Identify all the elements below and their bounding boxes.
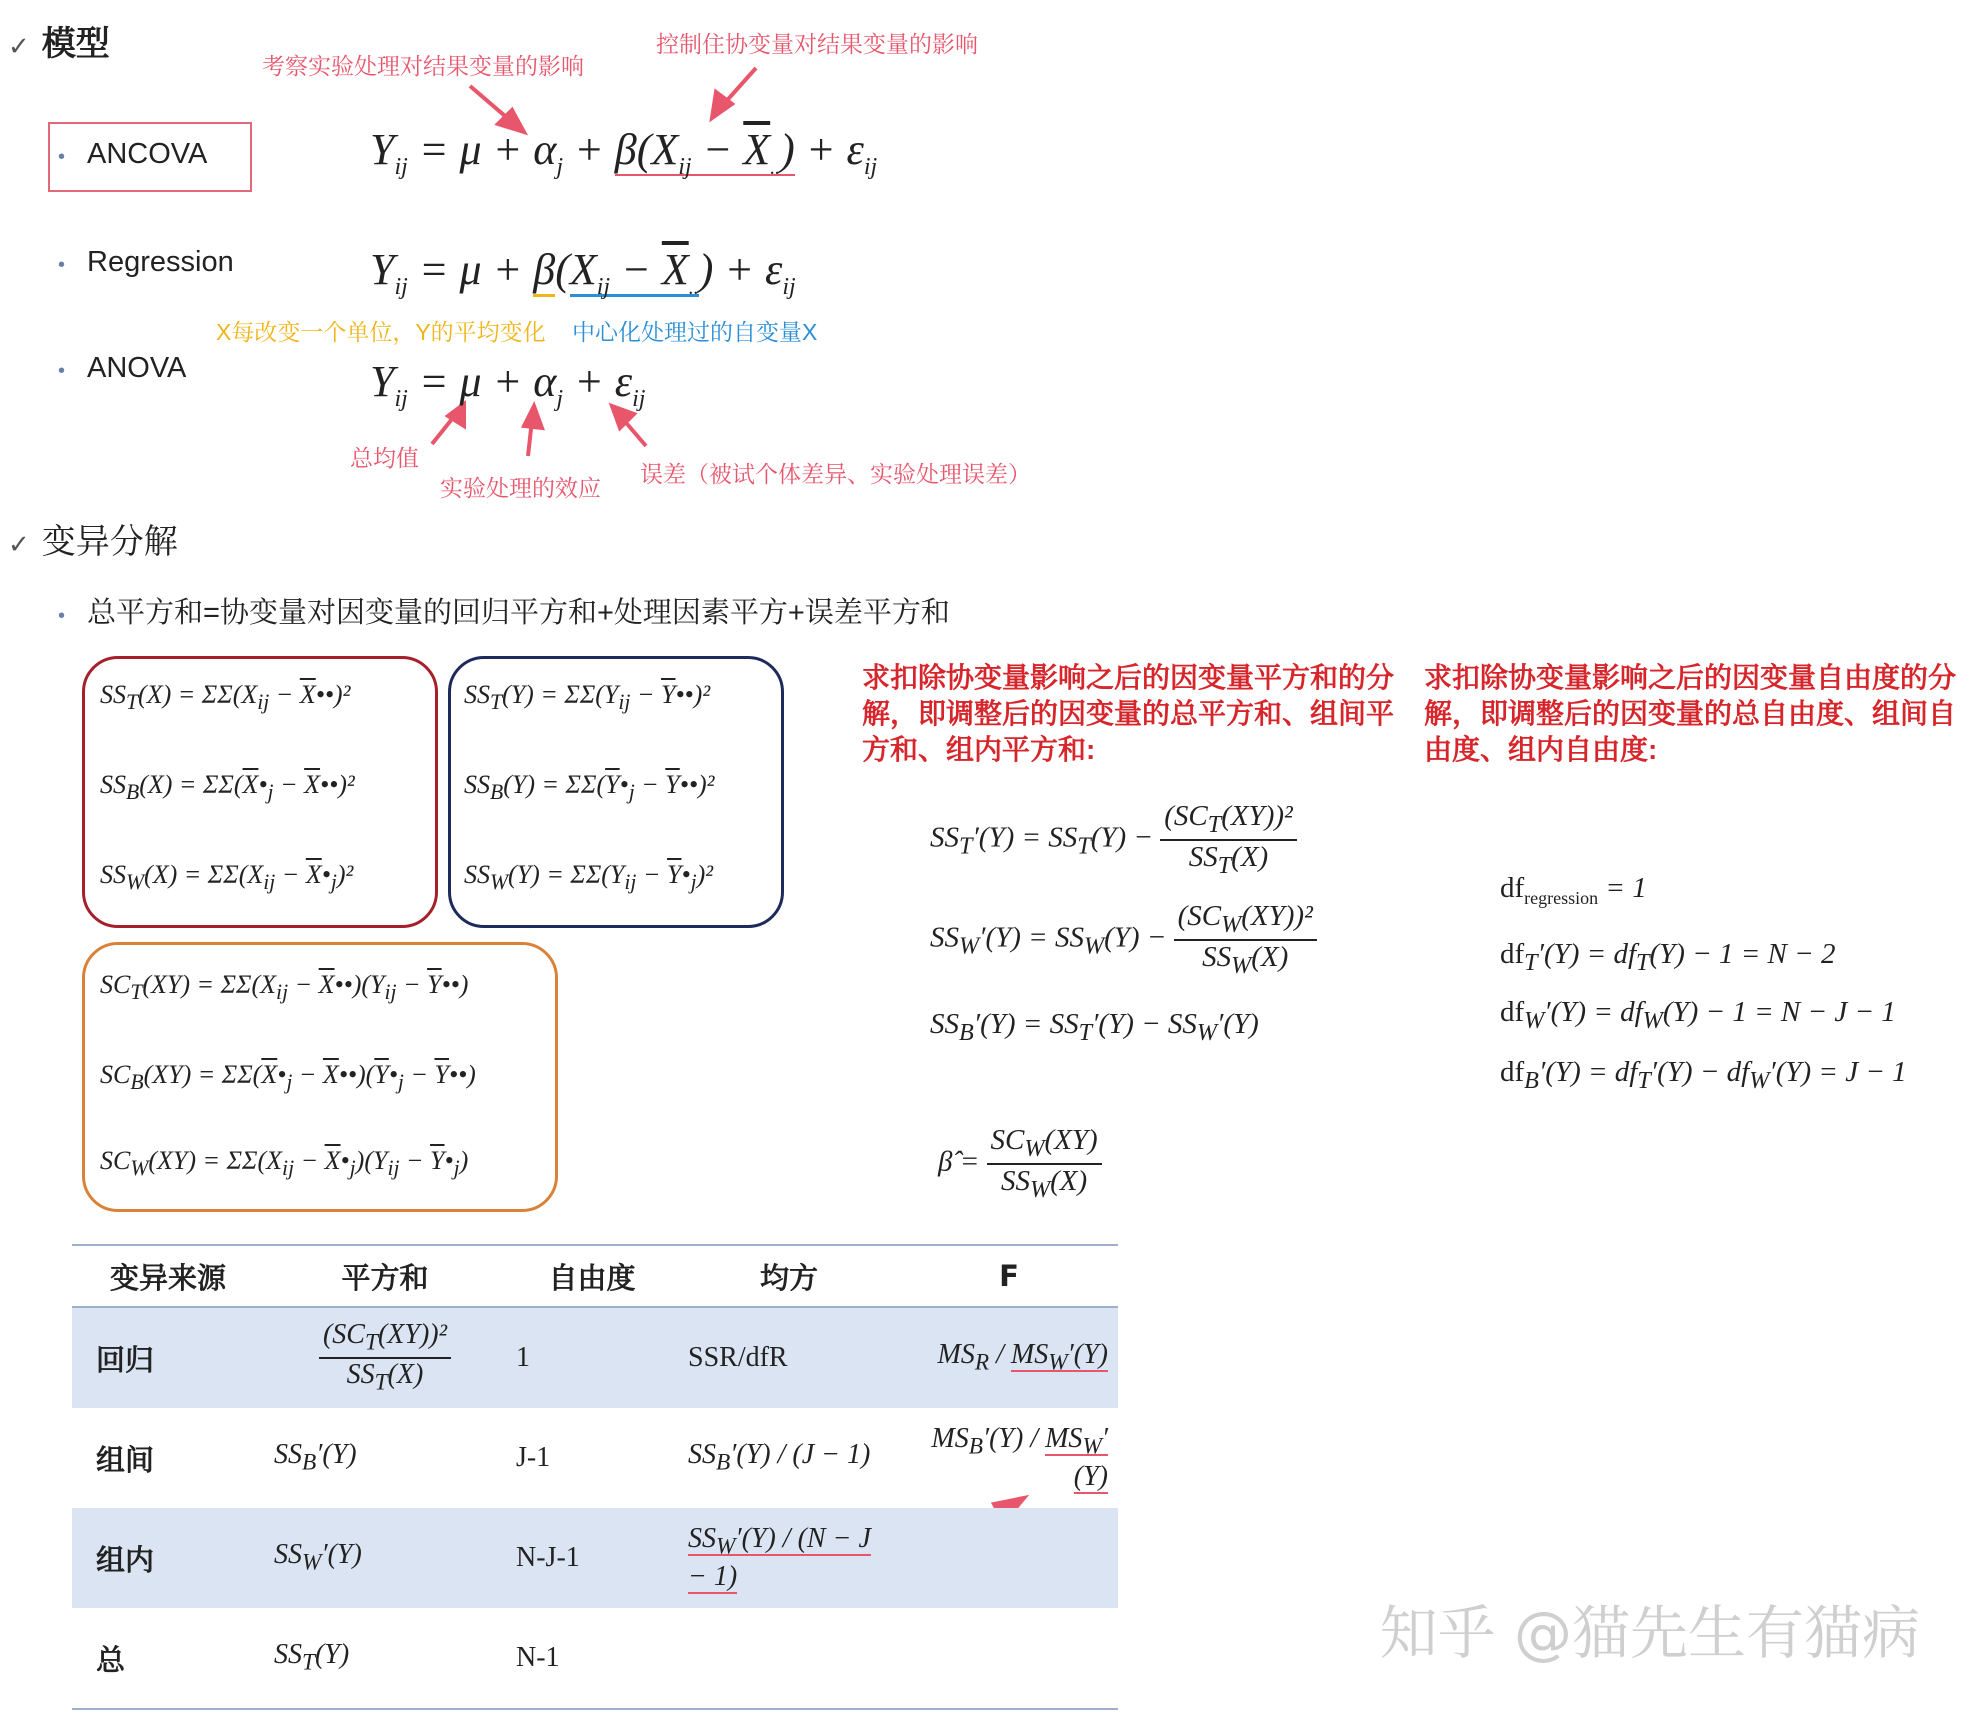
col-ss: 平方和: [264, 1245, 506, 1307]
beta-hat: β̂ = $\frac{SC_W(XY)}{SS_W(X)}$: [938, 1124, 1102, 1204]
ss-w-x: $SS_W(X) = \Sigma\Sigma(X_{ij}$ − $\overline{X}•_j)^2$: [100, 860, 354, 895]
annotation-covariate-control: 控制住协变量对结果变量的影响: [656, 31, 978, 57]
row-source: 回归: [72, 1307, 264, 1408]
annotation-grand-mean: 总均值: [350, 445, 419, 471]
ss-t-y: $SS_T(Y) = \Sigma\Sigma(Y_{ij}$ − $\overline{Y}••)^2$: [464, 680, 711, 715]
df-total-adj: $df_T'(Y) = df_T(Y) - 1 = N - 2$: [1500, 938, 1836, 976]
ss-b-y: $SS_B(Y)$ = $\Sigma\Sigma(\overline{Y}•_j$ − $\overline{Y}••)^2$: [464, 770, 715, 805]
row-ms: $SS_B'(Y) / (J - 1)$: [688, 1439, 871, 1476]
annotation-treatment-effect: 考察实验处理对结果变量的影响: [262, 53, 584, 79]
bullet-icon: •: [58, 360, 66, 382]
col-df: 自由度: [506, 1245, 678, 1307]
row-ss-within: $SS_W'(Y)$: [264, 1508, 506, 1608]
ss-adjustment-note: 求扣除协变量影响之后的因变量平方和的分解，即调整后的因变量的总平方和、组间平方和、组内平方和:: [862, 662, 1395, 765]
bullet-icon: •: [58, 605, 66, 627]
ancova-formula: $Y_{ij} = \mu + \alpha_j + \beta(X_{ij} - \overline{X}_{..}) + \varepsilon_{ij}$: [370, 125, 878, 180]
ss-w-y: $SS_W(Y) = \Sigma\Sigma(Y_{ij}$ − $\overline{Y}•_j)^2$: [464, 860, 714, 895]
row-ms: $SS_W'(Y) / (N - J - 1)$: [678, 1508, 900, 1608]
ancova-table: [72, 1244, 1118, 1710]
anova-label: ANOVA: [87, 352, 187, 384]
bullet-icon: •: [58, 254, 66, 276]
sc-w-xy: $SC_W(XY) = \Sigma\Sigma(X_{ij}$ − $\overline{X}•_j)(Y_{ij}$ − $\overline{Y}•_j$): [100, 1146, 469, 1181]
annotation-slope: X每改变一个单位，Y的平均变化: [216, 319, 546, 345]
model-heading: ✓ 模型: [8, 25, 110, 63]
row-f: [900, 1608, 1118, 1709]
row-ss-between: $SS_B'(Y)$: [274, 1439, 357, 1476]
bullet-anova: [58, 352, 186, 385]
col-f: F: [900, 1245, 1118, 1307]
ss-b-x: $SS_B(X)$ = $\Sigma\Sigma(\overline{X}•_j$ − $\overline{X}••)^2$: [100, 770, 355, 805]
variance-heading: ✓ 变异分解: [8, 523, 178, 561]
ss-t-x: $SS_T(X) = \Sigma\Sigma(X_{ij}$ − $\overline{X}••)^2$: [100, 680, 351, 715]
decomposition-summary: • 总平方和=协变量对因变量的回归平方和+处理因素平方+误差平方和: [58, 597, 950, 629]
regression-formula: $Y_{ij} = \mu + \beta(X_{ij} - \overline{X}_{..}) + \varepsilon_{ij}$: [370, 245, 796, 300]
df-between-adj: $df_B'(Y) = df_T'(Y) - df_W'(Y) = J - 1$: [1500, 1056, 1907, 1094]
annotation-centered-x: 中心化处理过的自变量X: [572, 319, 818, 345]
check-icon: ✓: [8, 31, 30, 61]
bullet-regression: [58, 246, 234, 279]
row-df: N-J-1: [506, 1508, 678, 1608]
table-row: [72, 1408, 1118, 1508]
sc-b-xy: $SC_B(XY)$ = $\Sigma\Sigma(\overline{X}•_j$ − $\overline{X}••)(\overline{Y}•_j$ − $\overline{Y}••$): [100, 1060, 476, 1095]
table-row: [72, 1608, 1118, 1709]
df-regression: $df_{regression} = 1$: [1500, 872, 1647, 908]
row-ms: [678, 1608, 900, 1709]
annotation-error: 误差（被试个体差异、实验处理误差）: [640, 461, 1031, 487]
row-source: 总: [96, 1642, 126, 1677]
bullet-icon: •: [58, 146, 66, 168]
col-source: 变异来源: [72, 1245, 264, 1307]
row-df: 1: [506, 1307, 678, 1408]
row-ss-total: $SS_T(Y)$: [274, 1639, 350, 1676]
table-row: [72, 1307, 1118, 1408]
table-row: [72, 1508, 1118, 1608]
ancova-label: ANCOVA: [87, 138, 208, 170]
row-df: J-1: [516, 1442, 551, 1473]
table-header-row: [72, 1245, 1118, 1307]
adj-ss-w: $SS_W'(Y) = SS_W(Y)$ − $\frac{(SC_W(XY))^2}{SS_W(X)}$: [930, 900, 1317, 980]
row-f: [900, 1508, 1118, 1608]
adj-ss-t: $SS_T'(Y) = SS_T(Y)$ − $\frac{(SC_T(XY))^2}{SS_T(X)}$: [930, 800, 1297, 880]
row-source: 组内: [72, 1508, 264, 1608]
row-f: $MS_B'(Y) / MS_W'(Y)$: [931, 1423, 1108, 1492]
anova-formula: $Y_{ij} = \mu + \alpha_j + \varepsilon_{ij}$: [370, 357, 646, 412]
df-within-adj: $df_W'(Y) = df_W(Y) - 1 = N - J - 1$: [1500, 996, 1896, 1034]
watermark: 知乎 @猫先生有猫病: [1379, 1599, 1920, 1667]
annotation-treatment-effect-anova: 实验处理的效应: [440, 475, 601, 501]
check-icon: ✓: [8, 529, 30, 559]
adj-ss-b: $SS_B'(Y) = SS_T'(Y) - SS_W'(Y)$: [930, 1008, 1259, 1046]
row-source: 组间: [96, 1442, 155, 1477]
df-adjustment-note: 求扣除协变量影响之后的因变量自由度的分解，即调整后的因变量的总自由度、组间自由度、组内自由度:: [1424, 662, 1957, 765]
regression-label: Regression: [87, 246, 234, 278]
bullet-ancova: [58, 138, 207, 171]
col-ms: 均方: [678, 1245, 900, 1307]
row-ms: SSR/dfR: [678, 1307, 900, 1408]
row-f: $MS_R / MS_W'(Y)$: [900, 1307, 1118, 1408]
row-df: N-1: [516, 1642, 560, 1673]
row-ss-regression: $\frac{(SC_T(XY))^2}{SS_T(X)}$: [264, 1307, 506, 1408]
sc-t-xy: $SC_T(XY) = \Sigma\Sigma(X_{ij}$ − $\overline{X}••)(Y_{ij}$ − $\overline{Y}••$): [100, 970, 469, 1005]
